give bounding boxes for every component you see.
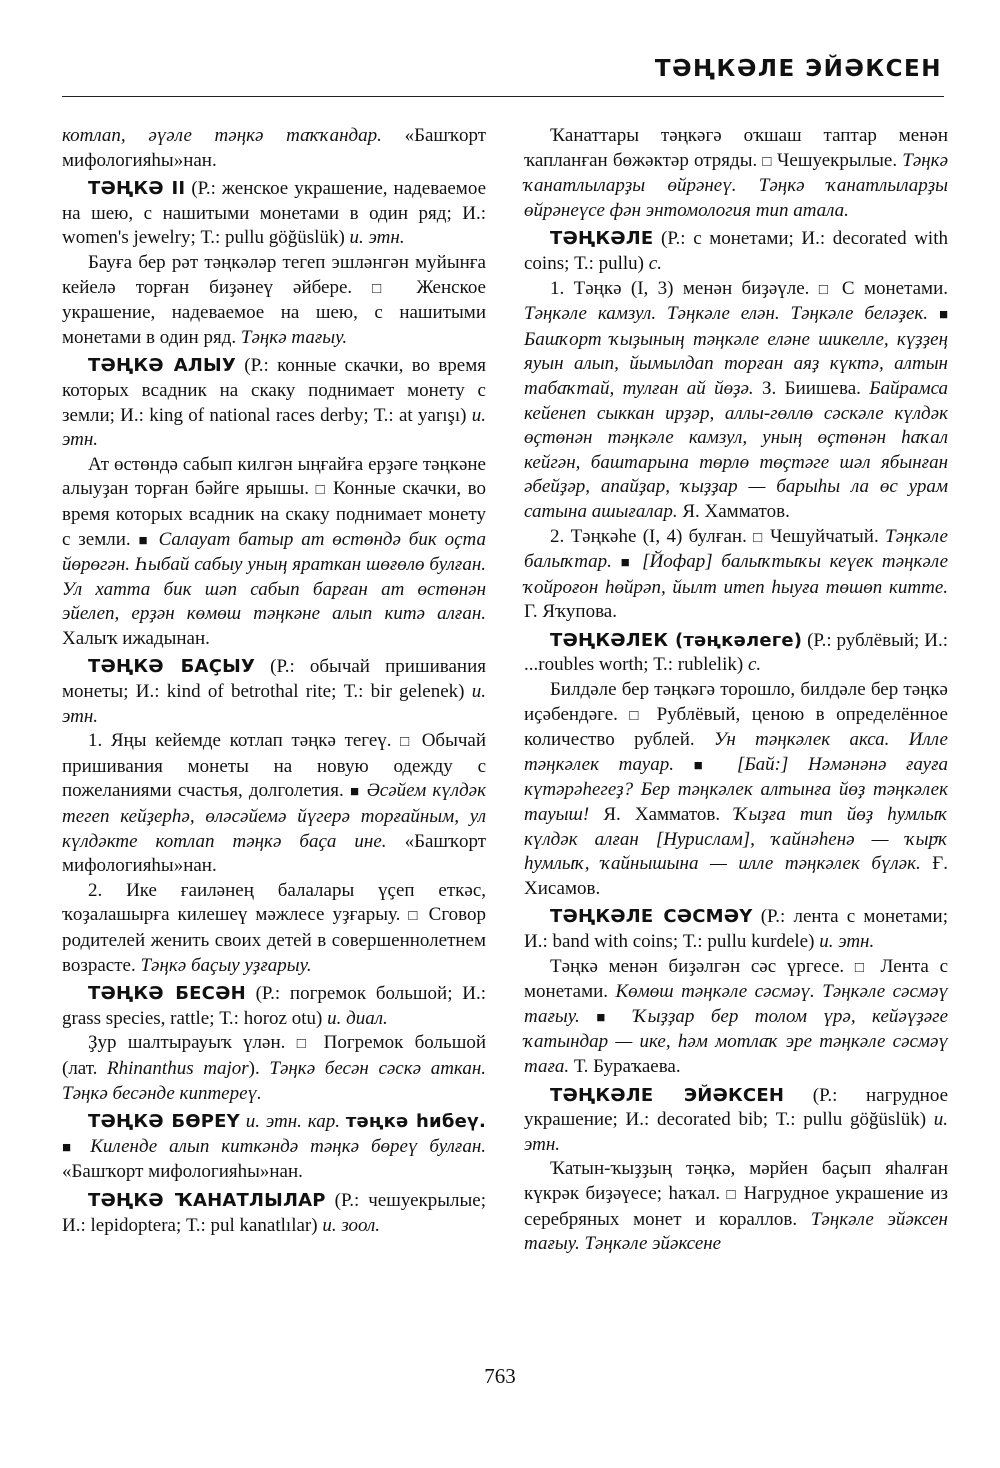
source-text: Я. Хамматов. [677, 500, 790, 522]
definition-text: Ат өстөндә сабып килгән ыңғайға ерҙәге тәңкәне алыуҙан торған бәйге ярышы. [62, 453, 486, 500]
filled-square-icon: ■ [693, 757, 718, 774]
translations: (Р.: рублёвый; И.: ...roubles worth; Т.: rublelik) [524, 629, 948, 676]
entry-tanke-besen [62, 982, 486, 1031]
definition [524, 955, 948, 1080]
headword: ТӘҢКӘ БАҪЫУ [88, 656, 256, 678]
filled-square-icon: ■ [62, 1139, 79, 1156]
example-text: Тәңкәле эйәксен тағыу. Тәңкәле эйәксене [524, 1208, 948, 1255]
hollow-square-icon: □ [629, 707, 646, 724]
filled-square-icon: ■ [938, 307, 949, 324]
example-text: котлап, әүәле тәңкә таҡҡандар. [62, 125, 382, 146]
entry-tanke-ii [62, 177, 486, 251]
headword: ТӘҢКӘЛЕ СӘСМӘҮ [550, 906, 753, 928]
hollow-square-icon: □ [372, 280, 397, 297]
punctuation: ). [248, 1057, 270, 1079]
right-column [524, 124, 948, 1257]
definition [524, 678, 948, 901]
headword: ТӘҢКӘ ҠАНАТЛЫЛАР [88, 1189, 326, 1211]
definition [62, 729, 486, 879]
grammar-label: и. этн. [349, 227, 405, 249]
definition-text: Тәңкә менән биҙәлгән сәс үргесе. [550, 955, 855, 977]
grammar-label: с. [747, 654, 762, 676]
russian-definition: С монетами. [832, 277, 948, 299]
hollow-square-icon: □ [400, 734, 414, 751]
entry-tanke-qanatlylar [62, 1189, 486, 1238]
definition-text: Ҡанаттары тәңкәгә оҡшаш таптар менән ҡапланған бөжәктәр отряды. [524, 125, 948, 171]
source-text: Я. Хамматов. [589, 804, 735, 826]
definition [62, 453, 486, 652]
translations: (Р.: женское украшение, надеваемое на шею, с нашитыми монетами в один ряд; И.: women's jewelry; Т.: pullu göğüslük) [62, 178, 487, 249]
russian-definition: Обычай пришивания монеты на новую одежду с пожеланиями счастья, долголетия. [62, 730, 486, 802]
spacer [928, 303, 939, 324]
hollow-square-icon: □ [726, 1186, 738, 1203]
source-text: Т. Бураҡаева. [569, 1055, 681, 1077]
grammar-label: и. этн. [62, 404, 486, 451]
russian-definition: Женское украшение, надеваемое на шею, с нашитыми монетами в один ряд. [62, 276, 486, 348]
grammar-label: с. [648, 252, 662, 274]
grammar-label: и. зоол. [322, 1214, 381, 1236]
source-text: З. Биишева. [753, 377, 870, 399]
example-text: Тәңкә тағыу. [240, 326, 348, 348]
headword: ТӘҢКӘ АЛЫУ [88, 355, 236, 377]
russian-definition: Нагрудное украшение из серебряных монет и кораллов. [524, 1182, 949, 1230]
definition [524, 277, 948, 525]
example-text: Тәңкә бесән сәскә аткан. Тәңкә бесәнде киптереү. [62, 1057, 487, 1104]
definition [524, 525, 948, 625]
entry-tankelek [524, 629, 948, 678]
definition-text: 2. Ике ғаиләнең балалары үҫеп еткәс, ҡоҙалашырға килешеү мәжлесе уҙғарыу. [62, 879, 486, 926]
header-rule [62, 96, 944, 97]
running-head: ТӘҢКӘЛЕ ЭЙӘКСЕН [654, 56, 942, 82]
grammar-label: и. диал. [327, 1007, 388, 1029]
definition [62, 251, 486, 350]
source-text: «Башҡорт мифологияһы»нан. [62, 830, 486, 877]
definition-text: Билдәле бер тәңкәгә торошло, билдәле бер тәңкә иҫәбендәге. [524, 679, 948, 725]
grammar-label: и. этн. [62, 681, 486, 727]
example-text: Тәңкә баҫыу уҙғарыу. [140, 954, 312, 976]
example-text: [Йофар] балыҡтыҡы кеүек тәңкәле ҡойроғон һөйрәп, йылт итеп һыуға төшөп китте. [524, 551, 949, 598]
headword: ТӘҢКӘ БӨРЕҮ [88, 1111, 240, 1133]
example-text: Ҡыҙҙар бер толом үрә, кейәүҙәге ҡатындар — ике, һәм мотлаҡ эре тәңкәле сәсмәү таға. [524, 1005, 949, 1077]
filled-square-icon: ■ [620, 555, 634, 572]
entry-tanke-alyu [62, 354, 486, 452]
example-text: Ҡыҙға тип йөҙ һумлыҡ күлдәк алған [Нурислам], ҡайнәһенә — ҡырҡ һумлыҡ, ҡайнышына — илле тәңкәлек бүләк. [524, 804, 948, 875]
entry-tankele [524, 227, 948, 276]
entry-continuation [62, 124, 486, 173]
headword: ТӘҢКӘЛЕК (тәңкәлеге) [550, 629, 803, 651]
cross-reference: тәңкә һибеү. [345, 1111, 487, 1133]
russian-definition: Рублёвый, ценою в определённое количество рублей. [524, 703, 948, 751]
example-text: Тәңкәле балыҡтар. [524, 525, 948, 573]
definition-text: Бауға бер рәт тәңкәләр тегеп эшләнгән муйынға кейелә торған биҙәнеү әйбере. [62, 251, 486, 298]
headword: ТӘҢКӘ БЕСӘН [88, 983, 246, 1005]
russian-definition: Лента с монетами. [524, 955, 948, 1003]
definition-text: Ҡатын-ҡыҙҙың тәңкә, мәрйен баҫып яһалған күкрәк биҙәүесе; һаҡал. [524, 1158, 948, 1204]
hollow-square-icon: □ [315, 482, 327, 499]
grammar-label: и. этн. [819, 931, 875, 952]
entry-tanke-boreu [62, 1110, 486, 1185]
entry-tankele-sesmeu [524, 905, 948, 954]
page-number: 763 [484, 1364, 516, 1388]
example-text: Киленде алып киткәндә тәңкә бөреү булған. [78, 1135, 486, 1157]
definition [524, 1157, 948, 1256]
hollow-square-icon: □ [408, 908, 421, 925]
translations: (Р.: с монетами; И.: decorated with coins; Т.: pullu) [524, 228, 948, 274]
translations: (Р.: лента с монетами; И.: band with coins; Т.: pullu kurdele) [524, 906, 948, 952]
russian-definition: Чешуйчатый. [763, 525, 886, 547]
russian-definition: Сговор родителей женить своих детей в совершеннолетнем возрасте. [62, 904, 487, 976]
definition-text: 2. Тәңкәһе (I, 4) булған. [550, 525, 754, 547]
example-text: Әсәйем күлдәк тегеп кейҙерһә, өләсәйемә йүгерә торғайным, ул күлдәкте котлап тәңкә баҫа ине. [62, 780, 486, 852]
hollow-square-icon: □ [762, 153, 772, 170]
headword: ТӘҢКӘЛЕ ЭЙӘКСЕН [550, 1084, 785, 1106]
spacer [580, 1006, 596, 1027]
filled-square-icon: ■ [138, 532, 151, 549]
source-text: Ғ. Хисамов. [524, 853, 949, 899]
definition [62, 1031, 486, 1106]
source-text: «Башҡорт мифологияһы»нан. [62, 125, 486, 171]
example-text: Ун тәңкәлек акса. Илле тәңкәлек тауар. [524, 729, 948, 775]
definition [62, 879, 486, 978]
example-text: Салауат батыр ат өстөндә бик оҫта йөрөгән. Һыбай сабыу уның яраткан шөғөлө булған. Ул хатта бик шәп сабып барған ат өстөнән эйелеп, ерҙән көмөш тәңкәне алып китә алған. [62, 528, 487, 625]
translations: (Р.: конные скачки, во время которых всадник на скаку поднимает монету с земли; И.: king of national races derby; Т.: at yarışı) [62, 355, 486, 426]
definition-text: 1. Тәңкә (I, 3) менән биҙәүле. [550, 277, 819, 299]
entry-tankele-eyeksen [524, 1084, 948, 1158]
translations: (Р.: нагрудное украшение; И.: decorated bib; Т.: pullu göğüslük) [524, 1084, 949, 1131]
source-text: Г. Яҡупова. [524, 601, 617, 623]
source-text: Халыҡ ижадынан. [62, 627, 210, 649]
definition [524, 124, 948, 223]
grammar-label: и. этн. [524, 1109, 948, 1155]
left-column [62, 124, 486, 1238]
hollow-square-icon: □ [818, 281, 833, 298]
translations: (Р.: обычай пришивания монеты; И.: kind of betrothal rite; Т.: bir gelenek) [62, 656, 486, 703]
russian-definition: Конные скачки, во время которых всадник на скаку поднимает монету с земли. [62, 478, 487, 550]
hollow-square-icon: □ [753, 529, 764, 546]
example-text: Тәңкә ҡанатлыларҙы өйрәнеү. Тәңкә ҡанатлыларҙы өйрәнеүсе фән энтомология тип атала. [524, 149, 948, 221]
grammar-label: и. этн. кар. [245, 1111, 340, 1133]
hollow-square-icon: □ [854, 959, 870, 976]
translations: (Р.: погремок большой; И.: grass species, rattle; Т.: horoz otu) [62, 983, 486, 1029]
example-text: Башҡорт ҡыҙының тәңкәле еләне шикелле, күҙҙең яуын алып, йымылдап торған аяҙ күктә, алтын табаҡтай, тулған ай йөҙә. [524, 328, 948, 399]
translations: (Р.: чешуекрылые; И.: lepidoptera; Т.: pul kanatlılar) [62, 1189, 486, 1236]
entry-tanke-basyu [62, 655, 486, 729]
spacer [612, 551, 621, 572]
filled-square-icon: ■ [349, 784, 361, 801]
russian-definition: Чешуекрылые. [771, 149, 903, 171]
definition-text: Ҙур шалтырауыҡ үлән. [88, 1032, 297, 1054]
example-text: [Бай:] Нәмәнәнә ғауға күтәрәһегеҙ? Бер тәңкәлек алтынға йөҙ тәңкәлек тауыш! [524, 753, 949, 826]
hollow-square-icon: □ [296, 1036, 313, 1053]
headword: ТӘҢКӘЛЕ [550, 228, 654, 250]
definition-text: 1. Яңы кейемде котлап тәңкә тегеү. [88, 730, 401, 752]
example-text: Тәңкәле камзул. Тәңкәле елән. Тәңкәле беләҙек. [524, 303, 929, 325]
filled-square-icon: ■ [596, 1009, 617, 1026]
source-text: «Башҡорт мифологияһы»нан. [62, 1161, 303, 1183]
example-text: Байрамса кейенеп сыккан ирҙәр, аллы-гөллө сәскәле күлдәк өҫтөнән тәңкәле камзул, уның өҫтөнән һаҡал кейгән, баштарына төрлө төҫтәге шәл ябынған әбейҙәр, апайҙар, ҡыҙҙар — барыһы ла өс урам сатына ашығалар. [524, 377, 949, 522]
spacer [674, 754, 694, 775]
headword: ТӘҢКӘ II [88, 178, 186, 200]
example-text: Көмөш тәңкәле сәсмәү. Тәңкәле сәсмәү тағыу. [524, 981, 948, 1027]
latin-name: Rhinanthus major [107, 1057, 249, 1079]
russian-definition: Погремок большой (лат. [62, 1032, 486, 1079]
